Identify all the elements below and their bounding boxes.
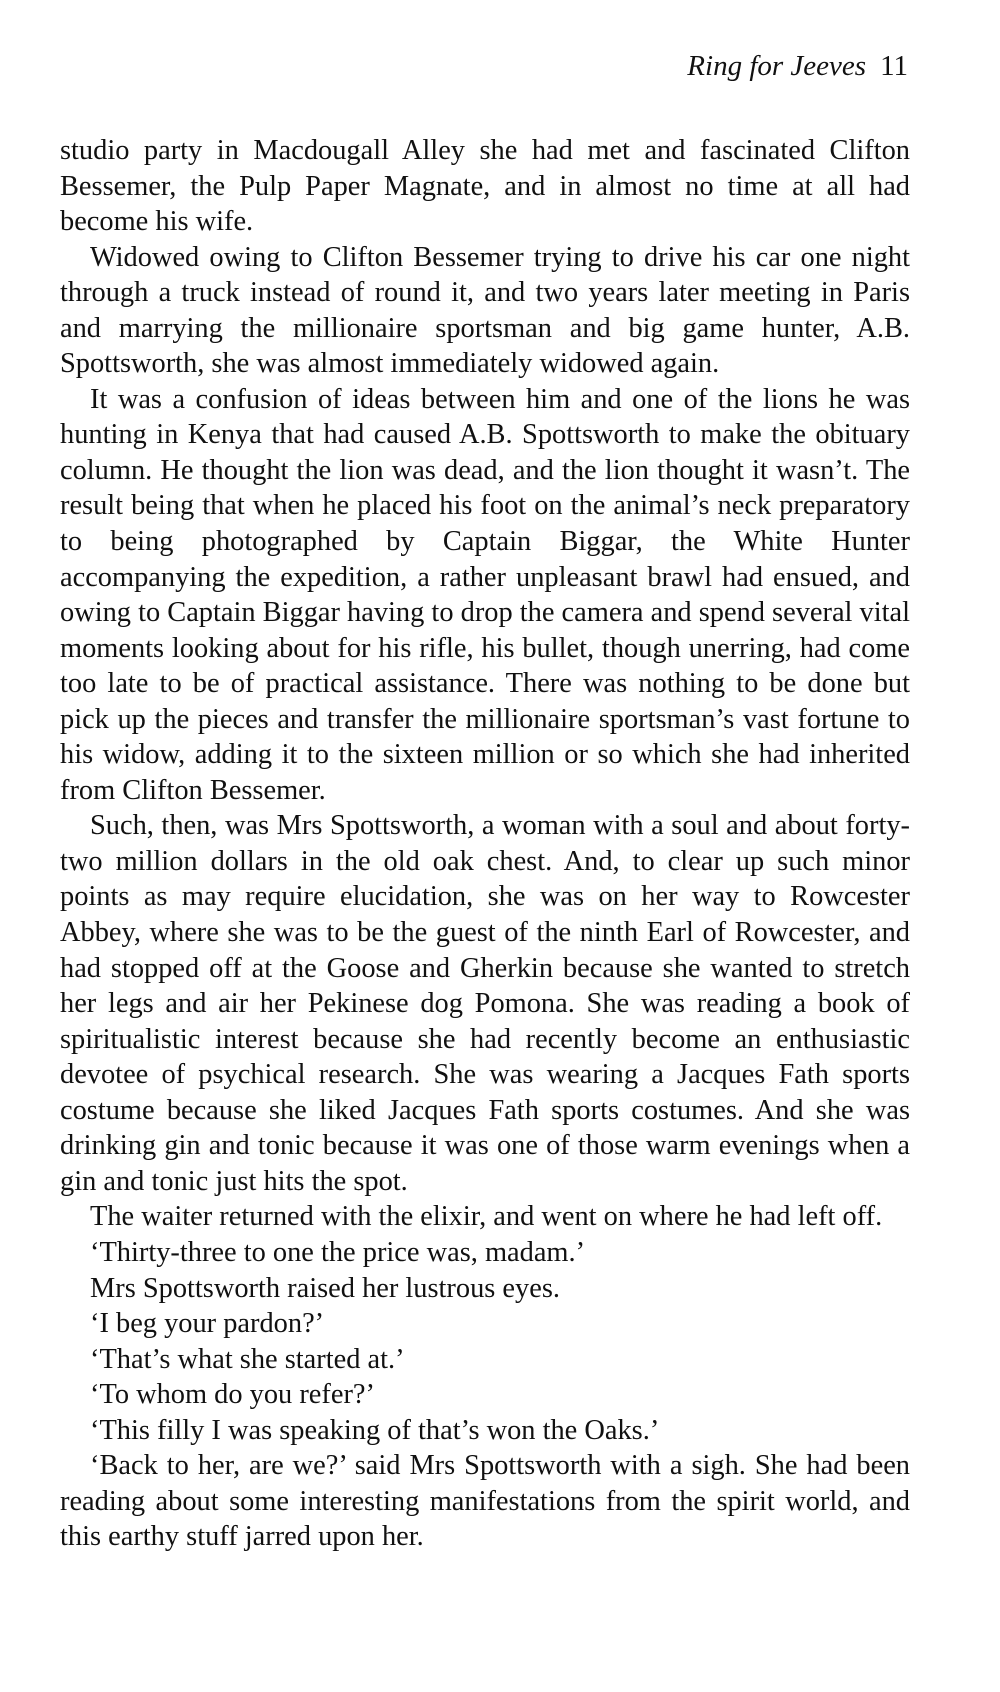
paragraph: ‘That’s what she started at.’	[90, 1343, 405, 1375]
paragraph: ‘Thirty-three to one the price was, madam.’	[90, 1236, 586, 1268]
body-text	[60, 133, 910, 1555]
paragraph: ‘I beg your pardon?’	[90, 1308, 325, 1340]
paragraph: It was a confusion of ideas between him and one of the lions he was hunting in Kenya that had caused A.B. Spottsworth to make the obituary column. He thought the lion was dead, and the lion thought it wasn’t. The result being that when he placed his foot on the animal’s neck preparatory to being photographed by Captain Biggar, the White Hunter accompanying the expedition, a rather unpleasant brawl had ensued, and owing to Captain Biggar having to drop the camera and spend several vital moments looking about for his rifle, his bullet, though unerring, had come too late to be of practical assistance. There was nothing to be done but pick up the pieces and transfer the millionaire sportsman’s vast fortune to his widow, adding it to the sixteen million or so which she had inherited from Clifton Bessemer.	[60, 383, 910, 806]
paragraph: Such, then, was Mrs Spottsworth, a woman with a soul and about forty-two million dollars in the old oak chest. And, to clear up such minor points as may require elucidation, she was on her way to Rowcester Abbey, where she was to be the guest of the ninth Earl of Rowcester, and had stopped off at the Goose and Gherkin because she wanted to stretch her legs and air her Pekinese dog Pomona. She was reading a book of spiritualistic interest because she had recently become an enthusiastic devotee of psychical research. She was wearing a Jacques Fath sports costume because she liked Jacques Fath sports costumes. And she was drinking gin and tonic because it was one of those warm evenings when a gin and tonic just hits the spot.	[60, 810, 910, 1197]
paragraph: The waiter returned with the elixir, and went on where he had left off.	[90, 1201, 883, 1233]
running-header	[687, 52, 908, 81]
paragraph: Mrs Spottsworth raised her lustrous eyes.	[90, 1272, 560, 1304]
paragraph: ‘To whom do you refer?’	[90, 1379, 375, 1411]
paragraph: studio party in Macdougall Alley she had met and fascinated Clifton Bessemer, the Pulp Paper Magnate, and in almost no time at all had become his wife.	[60, 135, 910, 238]
paragraph: ‘Back to her, are we?’ said Mrs Spottsworth with a sigh. She had been reading about some interesting manifestations from the spirit world, and this earthy stuff jarred upon her.	[60, 1450, 910, 1553]
book-title: Ring for Jeeves	[687, 50, 867, 82]
paragraph: ‘This filly I was speaking of that’s won the Oaks.’	[90, 1414, 660, 1446]
page-number: 11	[880, 50, 908, 82]
paragraph: Widowed owing to Clifton Bessemer trying to drive his car one night through a truck instead of round it, and two years later meeting in Paris and marrying the millionaire sportsman and big game hunter, A.B. Spottsworth, she was almost immediately widowed again.	[60, 241, 910, 380]
